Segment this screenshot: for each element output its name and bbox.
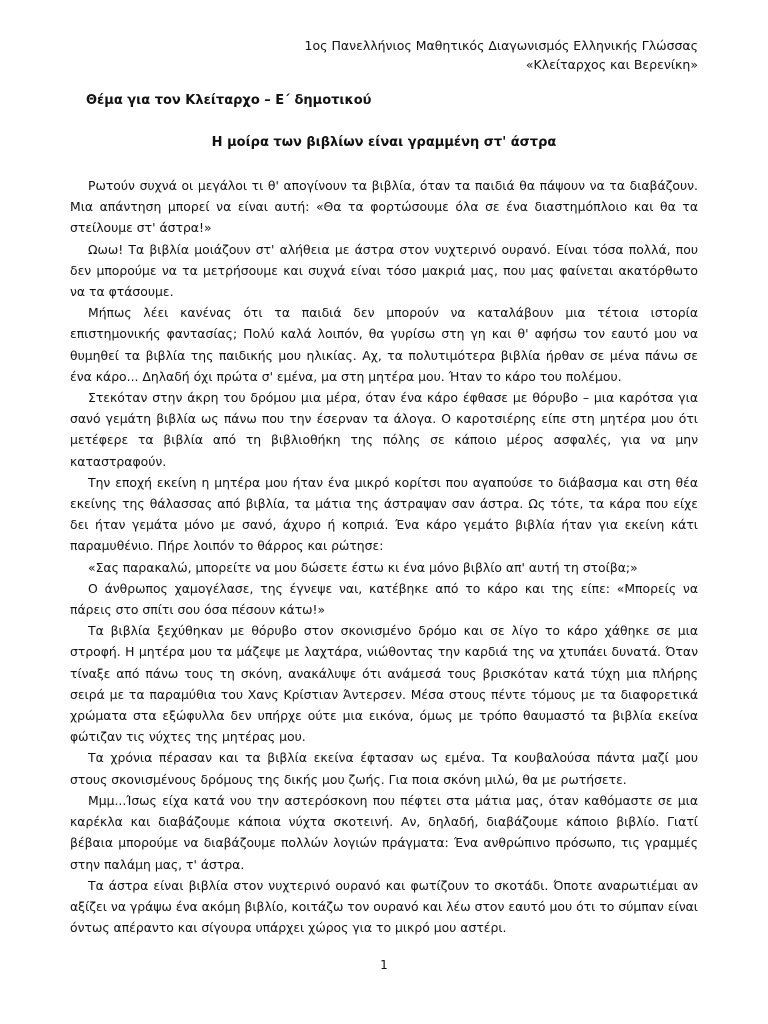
- page-title: Η μοίρα των βιβλίων είναι γραμμένη στ' άστρα: [211, 135, 557, 150]
- paragraph: Τα βιβλία ξεχύθηκαν με θόρυβο στον σκονισμένο δρόμο και σε λίγο το κάρο χάθηκε σε μια στροφή. Η μητέρα μου τα μάζεψε με λαχτάρα, νιώθοντας την καρδιά της να χτυπάει δυνατά. Όταν τίναξε από πάνω τους τη σκόνη, ανακάλυψε ότι ανάμεσά τους βρισκόταν κατά τύχη μια πλήρης σειρά με τα παραμύθια του Χανς Κρίστιαν Άντερσεν. Μέσα στους πέντε τόμους με τα διαφορετικά χρώματα στα εξώφυλλα δεν υπήρχε ούτε μια εικόνα, όμως με τρόπο θαυμαστό τα βιβλία εκείνα φώτιζαν τις νύχτες της μητέρας μου.: [70, 623, 698, 745]
- paragraph: Στεκόταν στην άκρη του δρόμου μια μέρα, όταν ένα κάρο έφθασε με θόρυβο – μια καρότσα για σανό γεμάτη βιβλία ως πάνω που την έσερναν τα άλογα. Ο καροτσιέρης είπε στη μητέρα μου ότι μετέφερε τα βιβλία από τη βιβλιοθήκη της πόλης σε κάποιο μέρος ασφαλές, για να μην καταστραφούν.: [70, 390, 698, 469]
- paragraph: Μήπως λέει κανένας ότι τα παιδιά δεν μπορούν να καταλάβουν μια τέτοια ιστορία επιστημονικής φαντασίας; Πολύ καλά λοιπόν, θα γυρίσω στη γη και θ' αφήσω τον εαυτό μου να θυμηθεί τα βιβλία της παιδικής μου ηλικίας. Αχ, τα πολυτιμότερα βιβλία ήρθαν σε μένα πάνω σε ένα κάρο... Δηλαδή όχι πρώτα σ' εμένα, μα στη μητέρα μου. Ήταν το κάρο του πολέμου.: [70, 305, 698, 384]
- paragraph: Την εποχή εκείνη η μητέρα μου ήταν ένα μικρό κορίτσι που αγαπούσε το διάβασμα και στη θέα εκείνης της θάλασσας από βιβλία, τα μάτια της άστραψαν σαν άστρα. Ως τότε, τα κάρα που είχε δει ήταν γεμάτα μόνο με σανό, άχυρο ή κοπριά. Ένα κάρο γεμάτο βιβλία ήταν για εκείνη κάτι παραμυθένιο. Πήρε λοιπόν το θάρρος και ρώτησε:: [70, 474, 698, 554]
- topic-heading: Θέμα για τον Κλείταρχο – Ε΄ δημοτικού: [86, 93, 372, 108]
- paragraph: Τα άστρα είναι βιβλία στον νυχτερινό ουρανό και φωτίζουν το σκοτάδι. Όποτε αναρωτιέμαι αν αξίζει να γράψω ένα ακόμη βιβλίο, κοιτάζω τον ουρανό και λέω στον εαυτό μου ότι το σύμπαν είναι όντως απέραντο και σίγουρα υπάρχει χώρος για το μικρό μου αστέρι.: [70, 877, 698, 936]
- paragraph: «Σας παρακαλώ, μπορείτε να μου δώσετε έστω κι ένα μόνο βιβλίο απ' αυτή τη στοίβα;»: [88, 559, 638, 575]
- header-contest-line: 1ος Πανελλήνιος Μαθητικός Διαγωνισμός Ελληνικής Γλώσσας: [304, 38, 698, 53]
- story-body: [70, 175, 698, 938]
- paragraph: Μμμ...Ίσως είχα κατά νου την αστερόσκονη που πέφτει στα μάτια μας, όταν καθόμαστε σε μια καρέκλα και διαβάζουμε κάποια νύχτα σκοτεινή. Αν, δηλαδή, διαβάζουμε κάποιο βιβλίο. Γιατί βέβαια μπορούμε να διαβάζουμε πολλών λογιών πράγματα: Ένα ανθρώπινο πρόσωπο, τις γραμμές στην παλάμη μας, τ' άστρα.: [70, 792, 698, 872]
- paragraph: Τα χρόνια πέρασαν και τα βιβλία εκείνα έφτασαν ως εμένα. Τα κουβαλούσα πάντα μαζί μου στους σκονισμένους δρόμους της δικής μου ζωής. Για ποια σκόνη μιλώ, θα με ρωτήσετε.: [70, 750, 698, 787]
- header-contest-subtitle: «Κλείταρχος και Βερενίκη»: [525, 57, 698, 72]
- paragraph: Ο άνθρωπος χαμογέλασε, της έγνεψε ναι, κατέβηκε από το κάρο και της είπε: «Μπορείς να πάρεις στο σπίτι σου όσα πέσουν κάτω!»: [70, 580, 698, 618]
- document-header: [305, 36, 698, 74]
- page-number: 1: [380, 958, 388, 972]
- paragraph: Ωωω! Τα βιβλία μοιάζουν στ' αλήθεια με άστρα στον νυχτερινό ουρανό. Είναι τόσα πολλά, που δεν μπορούμε να τα μετρήσουμε και συχνά είναι τόσο μακριά μας, που μας φαίνεται ακατόρθωτο να τα φτάσουμε.: [70, 241, 698, 300]
- paragraph: Ρωτούν συχνά οι μεγάλοι τι θ' απογίνουν τα βιβλία, όταν τα παιδιά θα πάψουν να τα διαβάζουν. Μια απάντηση μπορεί να είναι αυτή: «Θα τα φορτώσουμε όλα σε ένα διαστημόπλοιο και θα τα στείλουμε στ' άστρα!»: [70, 178, 698, 236]
